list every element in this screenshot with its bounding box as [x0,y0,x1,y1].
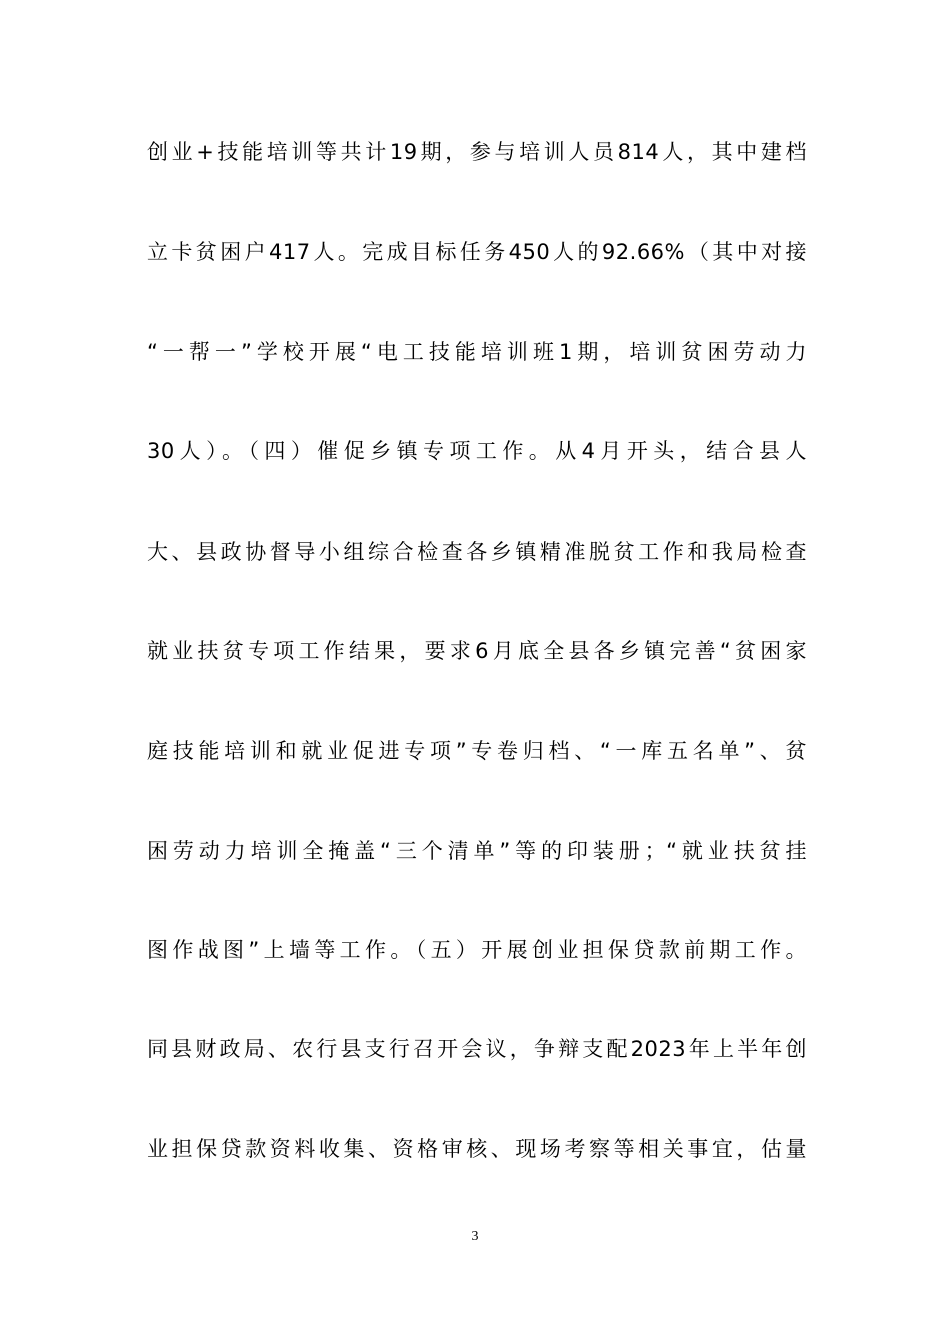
body-text-line: 创业+技能培训等共计19期，参与培训人员814人，其中建档 [147,140,807,164]
body-text-line: 大、县政协督导小组综合检查各乡镇精准脱贫工作和我局检查 [147,540,807,564]
body-text-line: 图作战图”上墙等工作。（五）开展创业担保贷款前期工作。 [147,938,807,962]
body-text-line: 30人）。（四）催促乡镇专项工作。从4月开头，结合县人 [147,439,807,463]
page-number: 3 [471,1229,479,1244]
body-text-line: 业担保贷款资料收集、资格审核、现场考察等相关事宜，估量 [147,1137,807,1161]
body-text-line: 庭技能培训和就业促进专项”专卷归档、“一库五名单”、贫 [147,739,807,763]
body-text-line: 就业扶贫专项工作结果，要求6月底全县各乡镇完善“贫困家 [147,639,807,663]
body-text-line: “一帮一”学校开展“电工技能培训班1期，培训贫困劳动力 [147,340,807,364]
body-text-line: 同县财政局、农行县支行召开会议，争辩支配2023年上半年创 [147,1037,807,1061]
body-text-line: 立卡贫困户417人。完成目标任务450人的92.66%（其中对接 [147,240,807,264]
body-text-line: 困劳动力培训全掩盖“三个清单”等的印装册；“就业扶贫挂 [147,839,807,863]
